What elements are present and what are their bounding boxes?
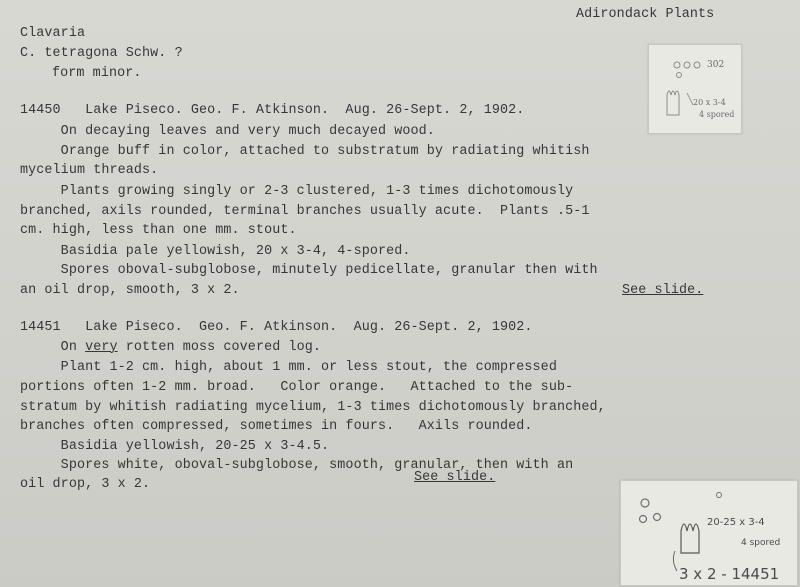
see-slide-link[interactable]: See slide. (414, 470, 496, 485)
entry-14450-line: Spores oboval-subglobose, minutely pedicellate, granular then with (20, 263, 598, 278)
microscope-slide-1 (648, 44, 742, 134)
entry-14450-line: branched, axils rounded, terminal branches usually acute. Plants .5-1 (20, 204, 590, 219)
entry-14451-line: Plant 1-2 cm. high, about 1 mm. or less stout, the compressed (20, 360, 557, 375)
genus-name: Clavaria (20, 26, 86, 41)
entry-14450-line: an oil drop, smooth, 3 x 2. (20, 283, 240, 298)
slide-note: 4 spored (741, 538, 781, 548)
entry-14450-line: On decaying leaves and very much decayed wood. (20, 124, 435, 139)
slide-note: 302 (707, 60, 725, 70)
slide-note: 20-25 x 3-4 (707, 517, 765, 528)
entry-14451-line: 14451 Lake Piseco. Geo. F. Atkinson. Aug. 26-Sept. 2, 1902. (20, 320, 533, 335)
text-segment: rotten moss covered log. (117, 340, 322, 355)
collection-header: Adirondack Plants (576, 7, 715, 22)
slide-note: 4 spored (699, 110, 735, 119)
entry-14451-line: stratum by whitish radiating mycelium, 1-3 times dichotomously branched, (20, 400, 606, 415)
entry-14451-line: branches often compressed, sometimes in fours. Axils rounded. (20, 419, 533, 434)
entry-14450-line: Orange buff in color, attached to substratum by radiating whitish (20, 144, 590, 159)
sketch-drawing (649, 45, 741, 133)
form-name: form minor. (52, 66, 142, 81)
entry-14451-line: Spores white, oboval-subglobose, smooth, granular, then with an (20, 458, 574, 473)
entry-14451-line: oil drop, 3 x 2. (20, 477, 151, 492)
entry-14450-line: Plants growing singly or 2-3 clustered, 1-3 times dichotomously (20, 184, 574, 199)
entry-14450-line: cm. high, less than one mm. stout. (20, 223, 297, 238)
entry-14451-line (20, 340, 321, 356)
slide-note: 3 x 2 - 14451 (679, 565, 780, 583)
entry-14451-line: portions often 1-2 mm. broad. Color orange. Attached to the sub- (20, 380, 574, 395)
entry-14450-line: 14450 Lake Piseco. Geo. F. Atkinson. Aug. 26-Sept. 2, 1902. (20, 103, 525, 118)
species-name: C. tetragona Schw. ? (20, 46, 183, 61)
entry-14450-line: mycelium threads. (20, 163, 159, 178)
sketch-drawing (621, 481, 797, 585)
microscope-slide-2 (620, 480, 798, 586)
text-segment: On (20, 340, 86, 355)
entry-14450-line: Basidia pale yellowish, 20 x 3-4, 4-spored. (20, 244, 411, 259)
see-slide-link[interactable]: See slide. (622, 283, 704, 298)
entry-14451-line: Basidia yellowish, 20-25 x 3-4.5. (20, 439, 330, 454)
slide-note: 20 x 3-4 (693, 98, 726, 107)
emphasis-very: very (85, 340, 118, 355)
